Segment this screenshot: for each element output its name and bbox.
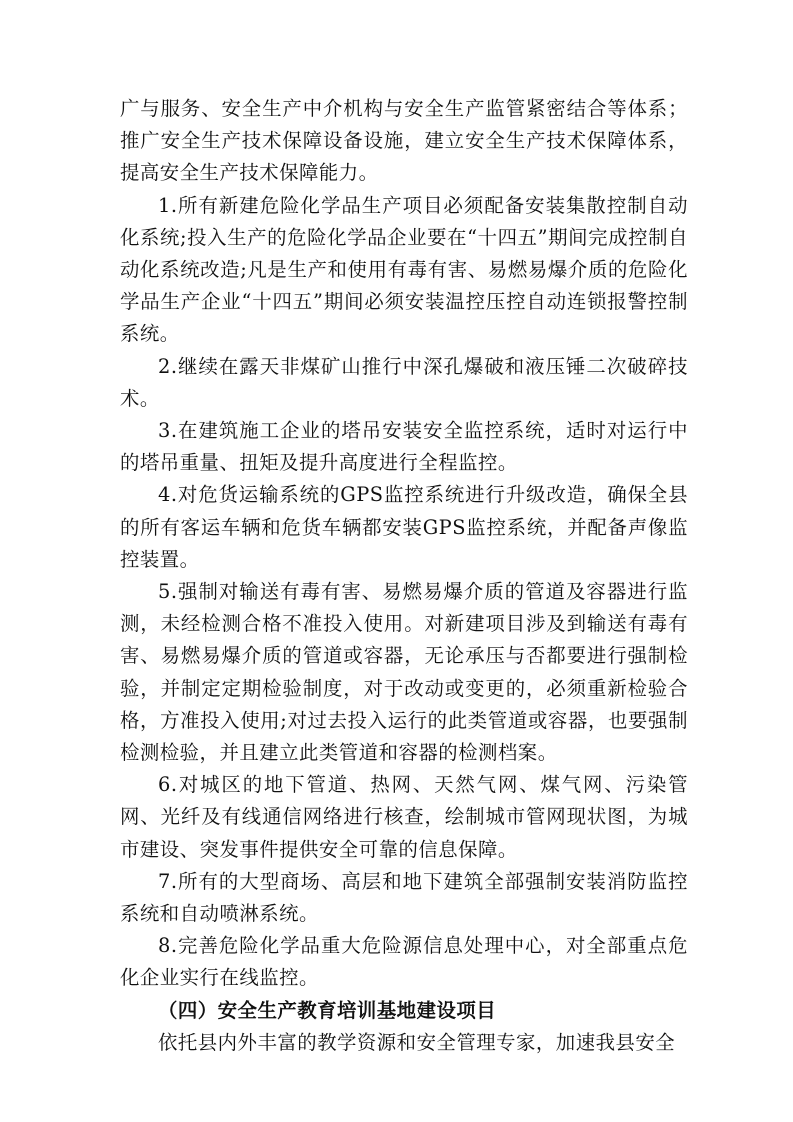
paragraph-item-4: 4.对危货运输系统的GPS监控系统进行升级改造，确保全县的所有客运车辆和危货车辆都安装GPS监控系统，并配备声像监控装置。: [120, 483, 688, 571]
paragraph-section-intro: 依托县内外丰富的教学资源和安全管理专家，加速我县安全: [158, 1030, 676, 1054]
paragraph-item-3: 3.在建筑施工企业的塔吊安装安全监控系统，适时对运行中的塔吊重量、扭矩及提升高度进行全程监控。: [120, 419, 688, 475]
paragraph-item-1: 1.所有新建危险化学品生产项目必须配备安装集散控制自动化系统;投入生产的危险化学品企业要在“十四五”期间完成控制自动化系统改造;凡是生产和使用有毒有害、易燃易爆介质的危险化学品生产企业“十四五”期间必须安装温控压控自动连锁报警控制系统。: [120, 193, 688, 346]
paragraph-item-7: 7.所有的大型商场、高层和地下建筑全部强制安装消防监控系统和自动喷淋系统。: [120, 869, 688, 926]
paragraph-item-6: 6.对城区的地下管道、热网、天然气网、煤气网、污染管网、光纤及有线通信网络进行核查，绘制城市管网现状图，为城市建设、突发事件提供安全可靠的信息保障。: [120, 773, 688, 861]
paragraph-item-5: 5.强制对输送有毒有害、易燃易爆介质的管道及容器进行监测，未经检测合格不准投入使用。对新建项目涉及到输送有毒有害、易燃易爆介质的管道或容器，无论承压与否都要进行强制检验，并制定定期检验制度，对于改动或变更的，必须重新检验合格，方准投入使用;对过去投入运行的此类管道或容器，也要强制检测检验，并且建立此类管道和容器的检测档案。: [120, 580, 688, 765]
paragraph-continuation: 广与服务、安全生产中介机构与安全生产监管紧密结合等体系；推广安全生产技术保障设备设施，建立安全生产技术保障体系，提高安全生产技术保障能力。: [120, 97, 688, 185]
paragraph-item-2: 2.继续在露天非煤矿山推行中深孔爆破和液压锤二次破碎技术。: [120, 354, 688, 410]
paragraph-item-8: 8.完善危险化学品重大危险源信息处理中心，对全部重点危化企业实行在线监控。: [120, 934, 688, 990]
document-body: [120, 93, 688, 1059]
section-heading: （四）安全生产教育培训基地建设项目: [158, 998, 497, 1022]
